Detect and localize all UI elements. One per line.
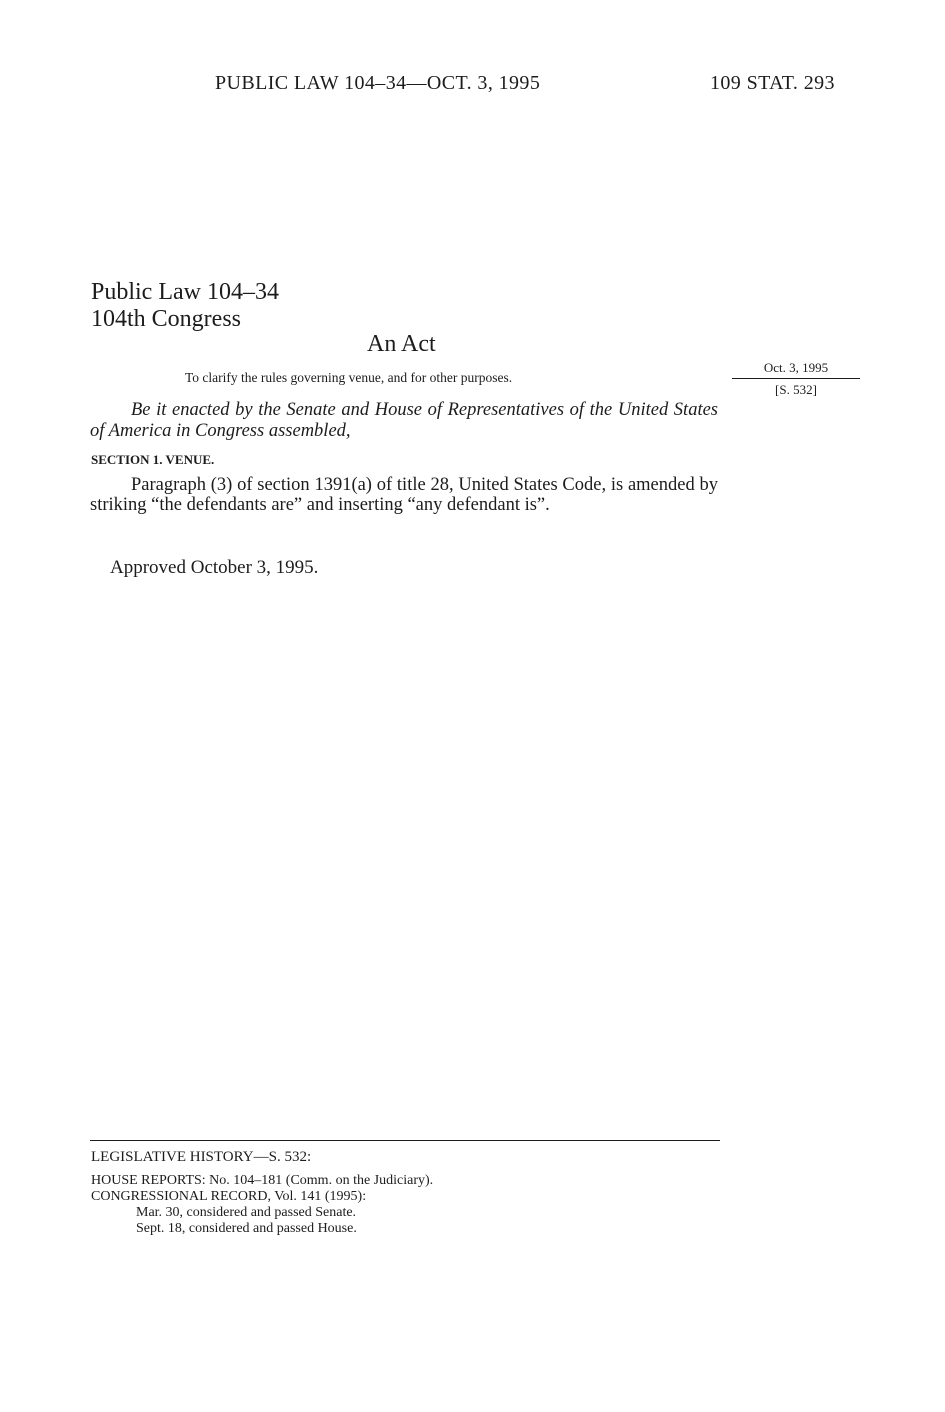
history-line: CONGRESSIONAL RECORD, Vol. 141 (1995): [91,1189,367,1204]
approval-line: Approved October 3, 1995. [110,557,319,578]
legislative-history-list [91,1173,433,1237]
margin-note [732,360,860,398]
enactment-date: Oct. 3, 1995 [732,360,860,379]
footnote-divider [90,1140,720,1141]
history-line: Mar. 30, considered and passed Senate. [136,1205,357,1220]
running-head-stat-page: 109 STAT. 293 [710,72,835,94]
legislative-history-title: LEGISLATIVE HISTORY—S. 532: [91,1149,312,1165]
law-title-block [91,279,279,333]
enacting-clause: Be it enacted by the Senate and House of Representatives of the United States of America in Congress assembled, [90,400,718,441]
bill-number: [S. 532] [775,382,817,397]
congress-number: 104th Congress [91,306,241,332]
section-body: Paragraph (3) of section 1391(a) of title 28, United States Code, is amended by striking “the defendants are” and inserting “any defendant is”. [90,475,718,515]
act-purpose: To clarify the rules governing venue, and for other purposes. [185,370,513,385]
running-head-law-date: PUBLIC LAW 104–34—OCT. 3, 1995 [215,72,541,94]
act-heading: An Act [367,331,436,357]
history-line: Sept. 18, considered and passed House. [136,1221,357,1236]
public-law-number: Public Law 104–34 [91,279,279,305]
section-heading: SECTION 1. VENUE. [91,452,215,467]
history-line: HOUSE REPORTS: No. 104–181 (Comm. on the Judiciary). [91,1173,434,1188]
